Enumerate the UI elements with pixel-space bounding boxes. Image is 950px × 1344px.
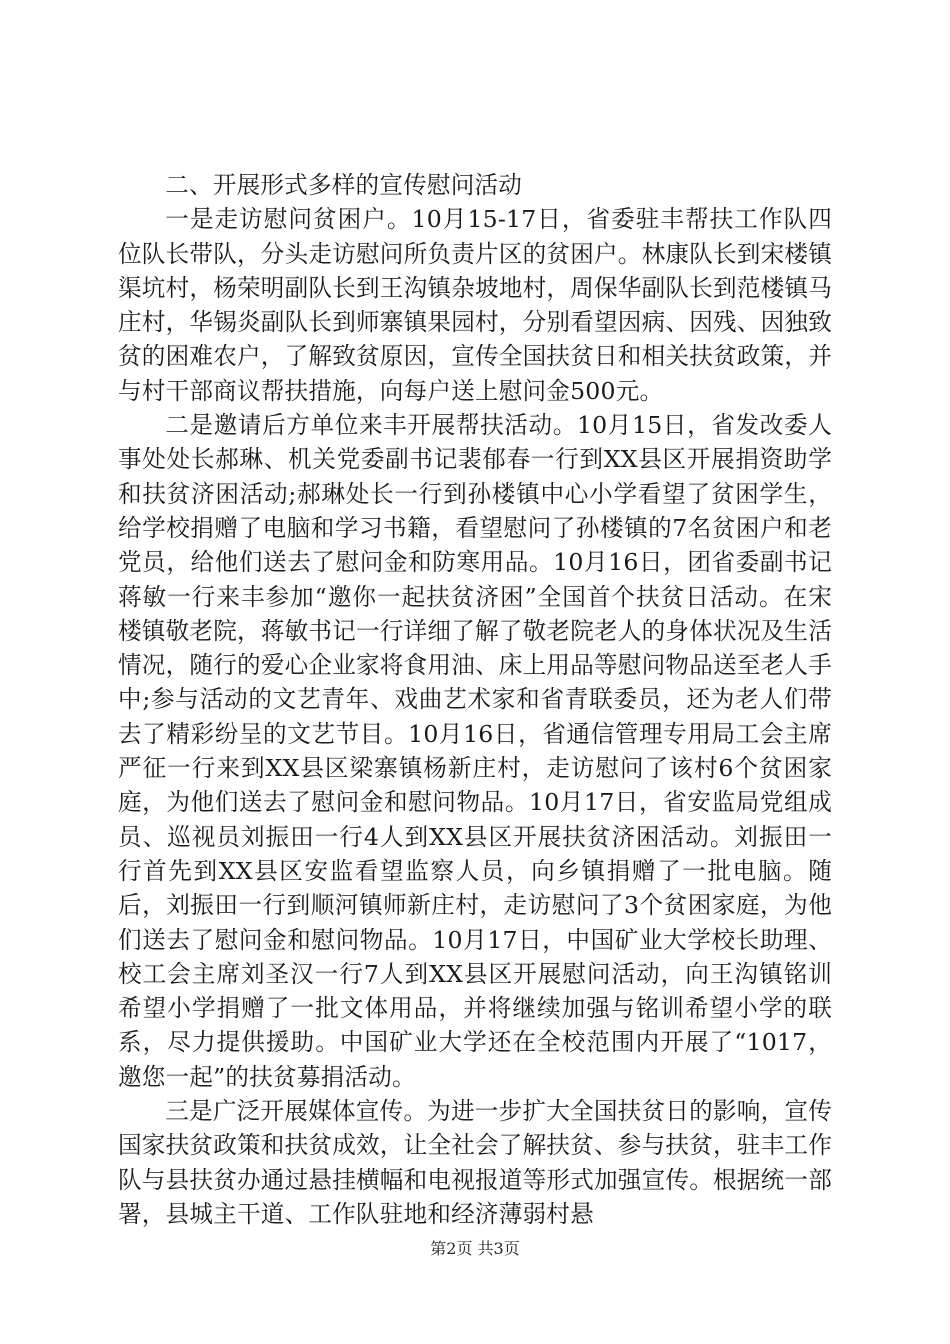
paragraph-support-units: 二是邀请后方单位来丰开展帮扶活动。10月15日，省发改委人事处处长郝琳、机关党委副书记裴郁春一行到XX县区开展捐资助学和扶贫济困活动;郝琳处长一行到孙楼镇中心小学看望了贫困学生，给学校捐赠了电脑和学习书籍，看望慰问了孙楼镇的7名贫困户和老党员，给他们送去了慰问金和防寒用品。10月16日，团省委副书记蒋敏一行来丰参加“邀你一起扶贫济困”全国首个扶贫日活动。在宋楼镇敬老院，蒋敏书记一行详细了解了敬老院老人的身体状况及生活情况，随行的爱心企业家将食用油、床上用品等慰问物品送至老人手中;参与活动的文艺青年、戏曲艺术家和省青联委员，还为老人们带去了精彩纷呈的文艺节目。10月16日，省通信管理专用局工会主席严征一行来到XX县区梁寨镇杨新庄村，走访慰问了该村6个贫困家庭，为他们送去了慰问金和慰问物品。10月17日，省安监局党组成员、巡视员刘振田一行4人到XX县区开展扶贫济困活动。刘振田一行首先到XX县区安监看望监察人员，向乡镇捐赠了一批电脑。随后，刘振田一行到顺河镇师新庄村，走访慰问了3个贫困家庭，为他们送去了慰问金和慰问物品。10月17日，中国矿业大学校长助理、校工会主席刘圣汉一行7人到XX县区开展慰问活动，向王沟镇铭训希望小学捐赠了一批文体用品，并将继续加强与铭训希望小学的联系，尽力提供援助。中国矿业大学还在全校范围内开展了“1017，邀您一起”的扶贫募捐活动。	[118, 411, 832, 1091]
document-body	[118, 168, 832, 1231]
section-heading: 二、开展形式多样的宣传慰问活动	[165, 171, 523, 199]
paragraph-media: 三是广泛开展媒体宣传。为进一步扩大全国扶贫日的影响，宣传国家扶贫政策和扶贫成效，让全社会了解扶贫、参与扶贫，驻丰工作队与县扶贫办通过悬挂横幅和电视报道等形式加强宣传。根据统一部署，县城主干道、工作队驻地和经济薄弱村悬	[118, 1097, 832, 1228]
page-footer: 第2页 共3页	[430, 1239, 520, 1258]
paragraph-visits: 一是走访慰问贫困户。10月15-17日，省委驻丰帮扶工作队四位队长带队，分头走访慰问所负责片区的贫困户。林康队长到宋楼镇渠坑村，杨荣明副队长到王沟镇杂坡地村，周保华副队长到范楼镇马庄村，华锡炎副队长到师寨镇果园村，分别看望因病、因残、因独致贫的困难农户，了解致贫原因，宣传全国扶贫日和相关扶贫政策，并与村干部商议帮扶措施，向每户送上慰问金500元。	[118, 205, 832, 405]
